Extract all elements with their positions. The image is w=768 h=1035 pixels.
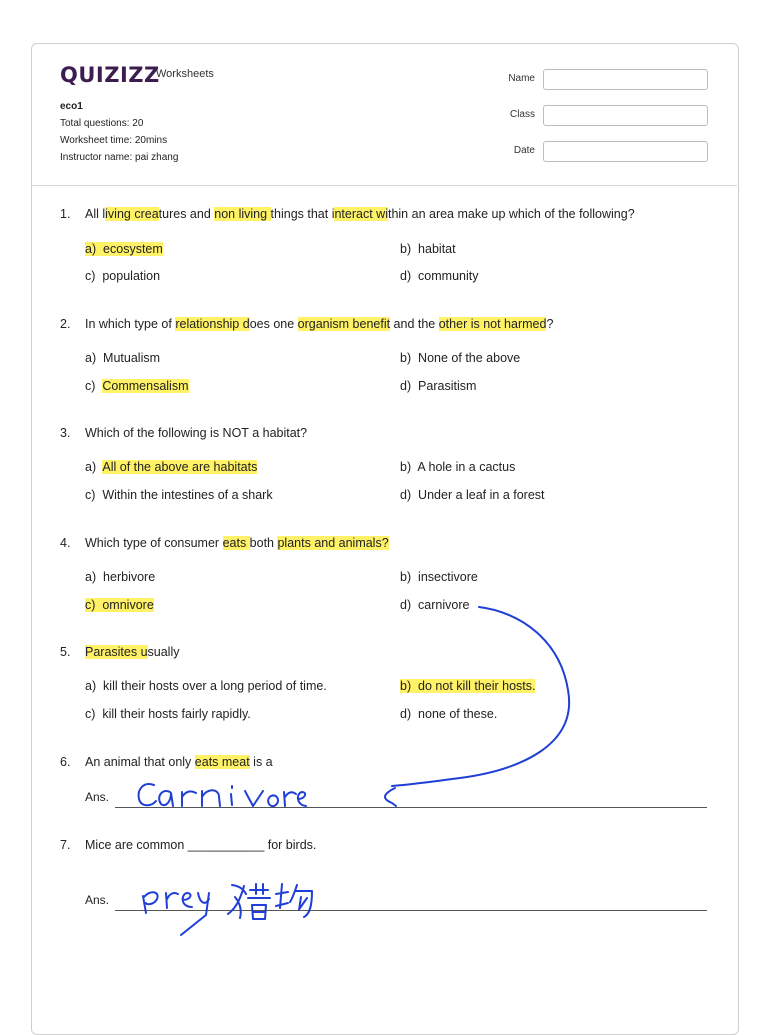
option-letter: c) <box>85 379 103 393</box>
highlighted-option-text: Commensalism <box>102 379 189 393</box>
answer-option <box>85 679 327 693</box>
answer-option <box>85 707 251 721</box>
question-text-segment: Which type of consumer <box>85 536 223 550</box>
option-text: d) none of these. <box>400 707 498 721</box>
option-text: b) A hole in a cactus <box>400 460 516 474</box>
logo-subtitle: Worksheets <box>156 68 214 80</box>
highlighted-option-text: b) do not kill their hosts. <box>400 679 536 693</box>
worksheet-title: eco1 <box>60 101 83 112</box>
question-number: 1. <box>60 207 71 221</box>
question-text-segment: things that i <box>270 207 335 221</box>
question-text-segment: An animal that only <box>85 755 195 769</box>
question-text <box>85 536 389 550</box>
date-label: Date <box>513 145 535 156</box>
option-text: d) carnivore <box>400 598 470 612</box>
option-text: c) population <box>85 269 161 283</box>
option-text: d) Parasitism <box>400 379 477 393</box>
question-text-segment: sually <box>147 645 180 659</box>
answer-option <box>400 570 478 584</box>
class-field[interactable] <box>543 105 708 126</box>
question-number: 7. <box>60 838 71 852</box>
highlighted-option-text: c) omnivore <box>85 598 154 612</box>
option-text: a) herbivore <box>85 570 156 584</box>
instructor-name: Instructor name: pai zhang <box>60 152 179 163</box>
option-text: a) kill their hosts over a long period of time. <box>85 679 327 693</box>
option-text: d) Under a leaf in a forest <box>400 488 545 502</box>
highlighted-text: organism benefit <box>297 317 391 331</box>
answer-option <box>85 379 189 393</box>
question-text-segment: tures and <box>158 207 215 221</box>
highlighted-text: relationship d <box>175 317 250 331</box>
question-text <box>85 207 635 221</box>
question-text <box>85 317 553 331</box>
answer-option <box>400 379 476 393</box>
question-number: 2. <box>60 317 71 331</box>
question-text-segment: Mice are common ___________ for birds. <box>85 838 317 852</box>
question-number: 6. <box>60 755 71 769</box>
highlighted-text: plants and animals? <box>277 536 389 550</box>
option-text: b) insectivore <box>400 570 478 584</box>
answer-line[interactable] <box>115 807 707 808</box>
answer-option <box>400 488 545 502</box>
answer-option <box>85 598 154 612</box>
option-text: b) habitat <box>400 242 456 256</box>
highlighted-text: eats meat <box>194 755 250 769</box>
question-number: 4. <box>60 536 71 550</box>
answer-option <box>85 269 160 283</box>
question-text-segment: ? <box>546 317 554 331</box>
answer-option <box>85 488 273 502</box>
question-text-segment: is a <box>249 755 273 769</box>
answer-option <box>400 460 515 474</box>
class-label: Class <box>509 109 535 120</box>
answer-option <box>85 242 163 256</box>
name-label: Name <box>508 73 535 84</box>
option-letter: a) <box>85 460 103 474</box>
option-text: b) None of the above <box>400 351 521 365</box>
question-text <box>85 645 180 659</box>
answer-label: Ans. <box>85 893 110 907</box>
date-field[interactable] <box>543 141 708 162</box>
question-text <box>85 838 316 852</box>
option-text: d) community <box>400 269 479 283</box>
question-text-segment: and the <box>390 317 439 331</box>
answer-option <box>85 351 160 365</box>
option-text: c) Within the intestines of a shark <box>85 488 273 502</box>
question-text-segment: both <box>249 536 278 550</box>
answer-line[interactable] <box>115 910 707 911</box>
question-number: 5. <box>60 645 71 659</box>
answer-option <box>400 598 469 612</box>
highlighted-option-text: All of the above are habitats <box>102 460 258 474</box>
quizizz-logo: QUIZIZZ <box>60 63 160 87</box>
name-field[interactable] <box>543 69 708 90</box>
answer-option <box>400 707 497 721</box>
highlighted-text: eats <box>222 536 250 550</box>
highlighted-text: Parasites u <box>85 645 148 659</box>
answer-option <box>85 460 257 474</box>
answer-option <box>400 269 479 283</box>
question-text-segment: Which of the following is NOT a habitat? <box>85 426 308 440</box>
highlighted-text: iving crea <box>105 207 159 221</box>
option-text: a) Mutualism <box>85 351 161 365</box>
question-text <box>85 426 307 440</box>
answer-option <box>85 570 155 584</box>
question-text <box>85 755 273 769</box>
question-number: 3. <box>60 426 71 440</box>
answer-option <box>400 242 456 256</box>
highlighted-option-text: a) ecosystem <box>85 242 163 256</box>
answer-label: Ans. <box>85 790 110 804</box>
question-text-segment: oes one <box>249 317 298 331</box>
answer-option <box>400 351 520 365</box>
highlighted-text: nteract wi <box>334 207 388 221</box>
answer-option <box>400 679 535 693</box>
question-text-segment: All l <box>85 207 106 221</box>
question-text-segment: thin an area make up which of the following? <box>387 207 635 221</box>
question-text-segment: In which type of <box>85 317 176 331</box>
option-text: c) kill their hosts fairly rapidly. <box>85 707 251 721</box>
total-questions: Total questions: 20 <box>60 118 144 129</box>
highlighted-text: non living <box>214 207 271 221</box>
worksheet-time: Worksheet time: 20mins <box>60 135 168 146</box>
highlighted-text: other is not harmed <box>438 317 547 331</box>
